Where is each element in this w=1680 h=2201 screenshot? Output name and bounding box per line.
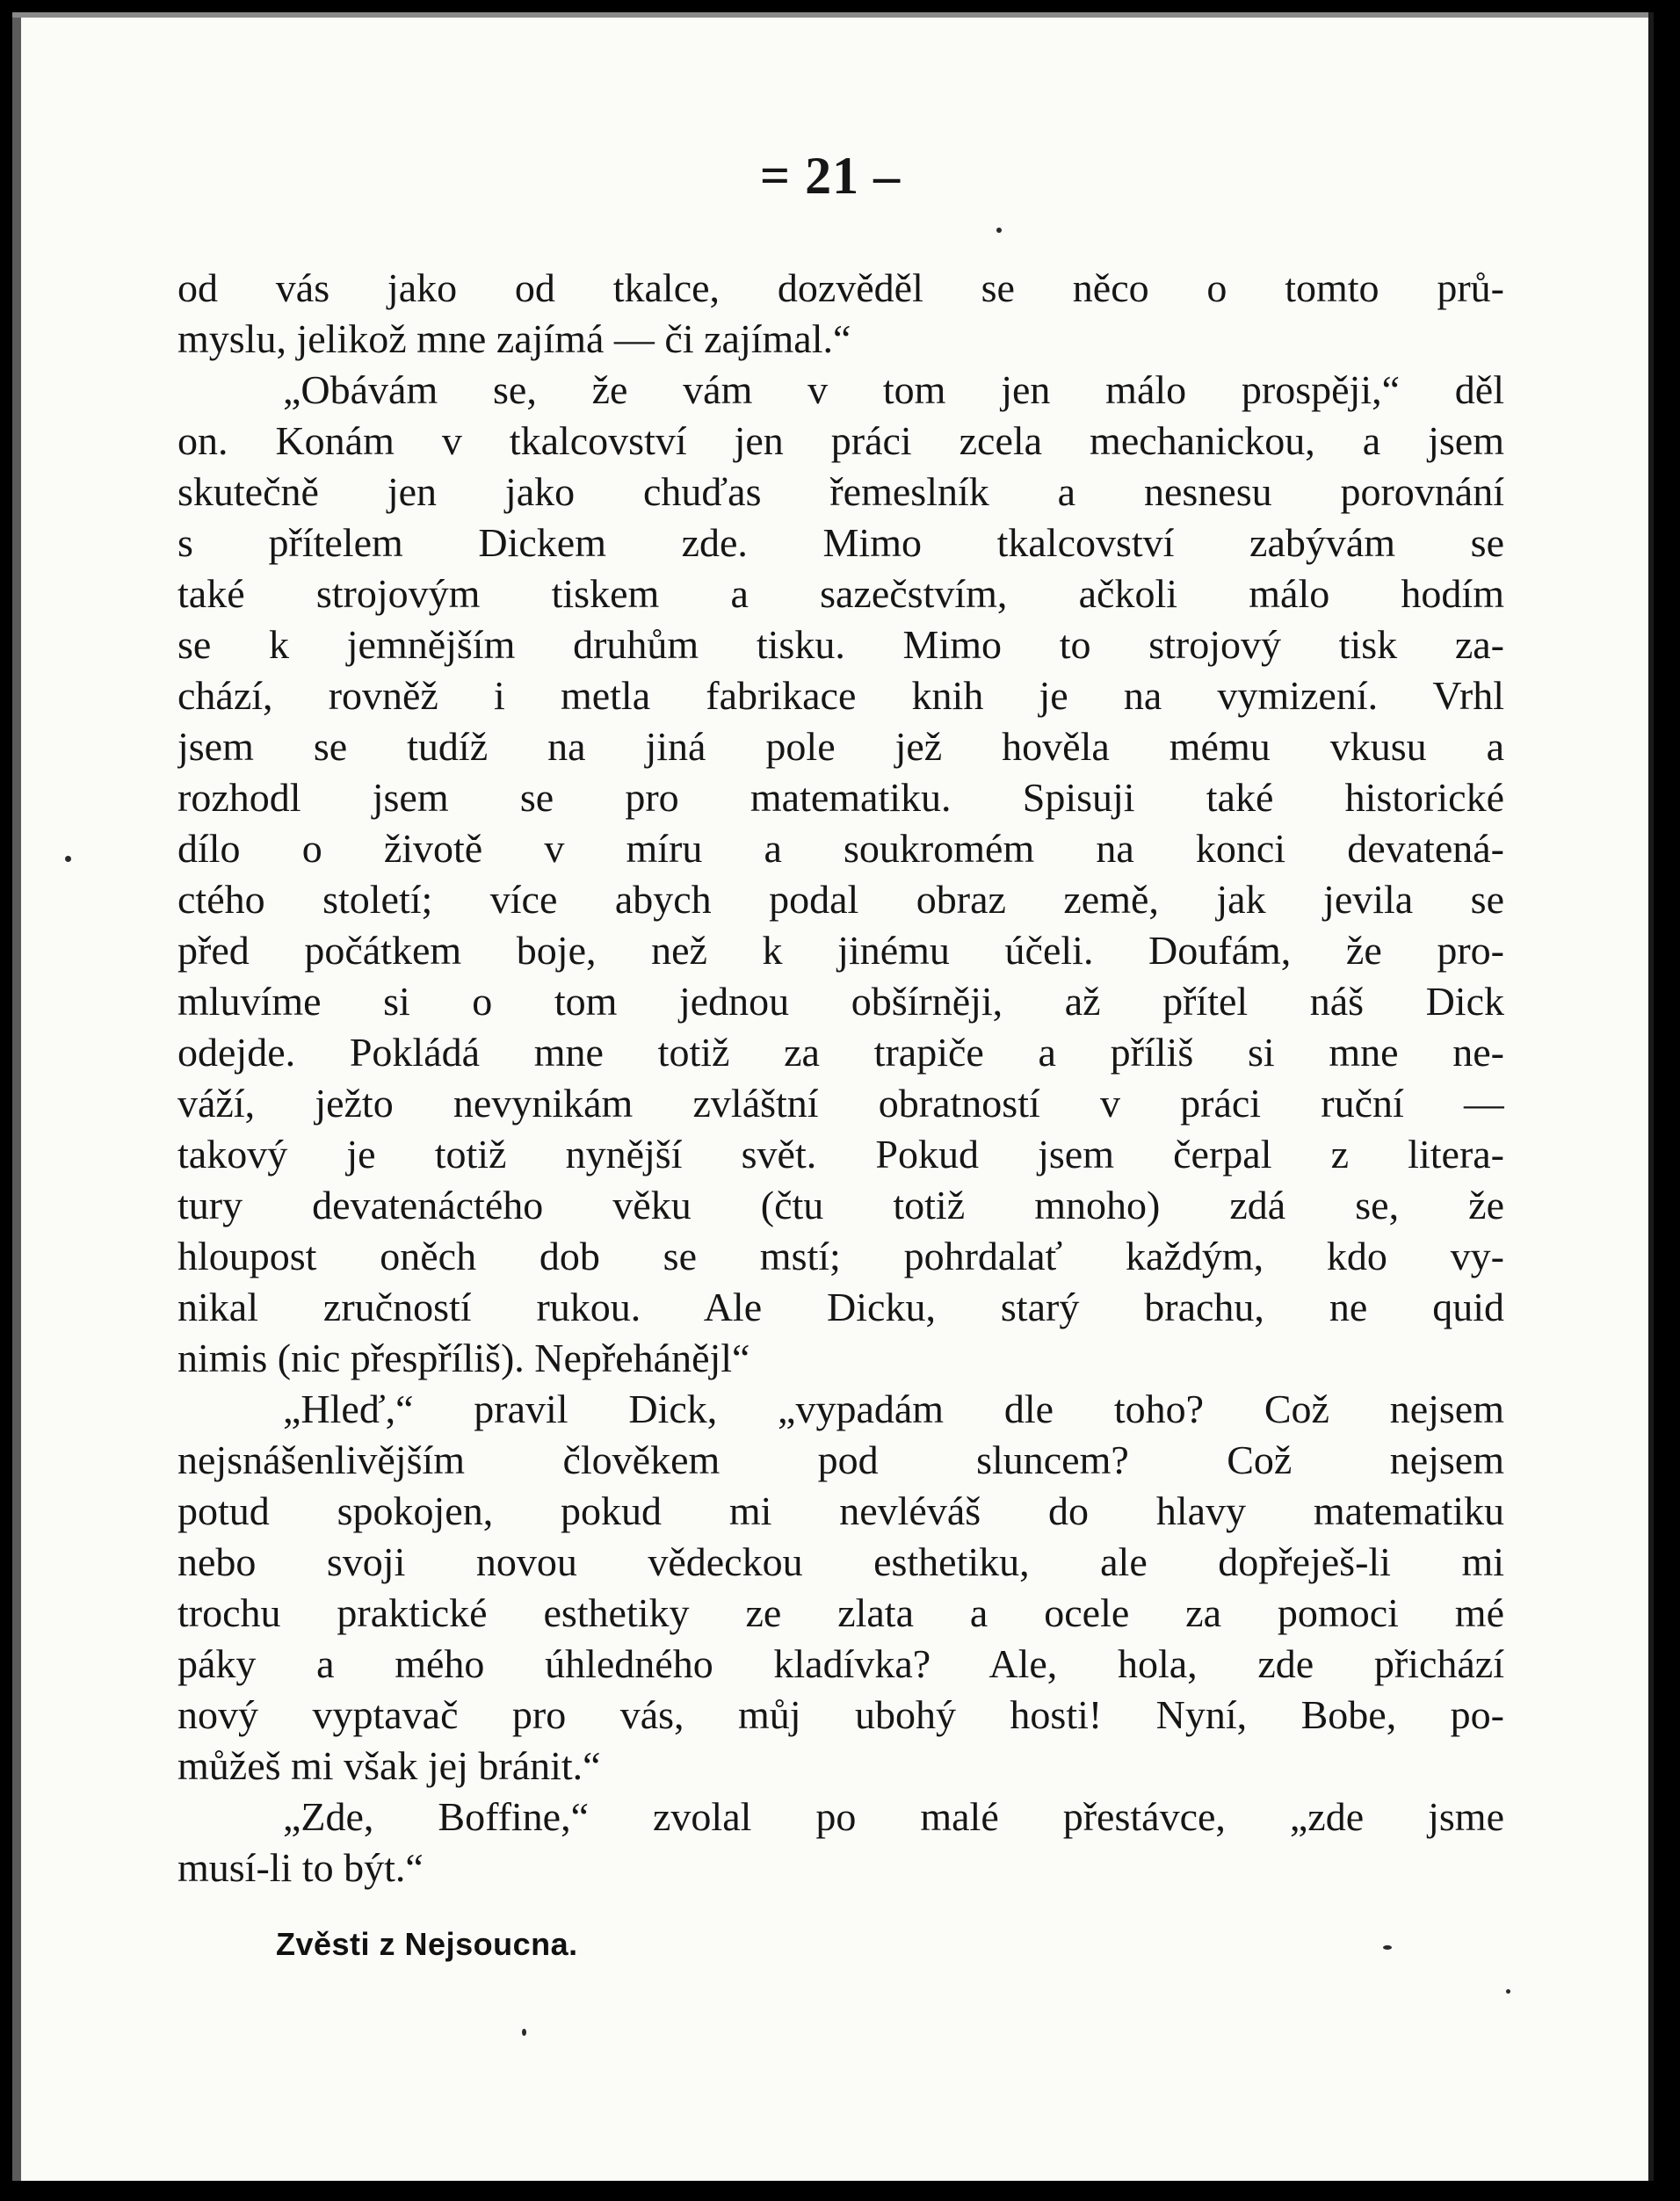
text-line: „Hleď,“ pravil Dick, „vypadám dle toho? Což nejsem xyxy=(283,1386,1504,1431)
text-line: myslu, jelikož mne zajímá — či zajímal.“ xyxy=(177,316,851,361)
text-line: hloupost oněch dob se mstí; pohrdalať každým, kdo vy- xyxy=(177,1234,1504,1278)
text-line: chází, rovněž i metla fabrikace knih je na vymizení. Vrhl xyxy=(177,673,1504,718)
ink-speck xyxy=(65,856,71,862)
text-line: odejde. Pokládá mne totiž za trapiče a příliš si mne ne- xyxy=(177,1030,1504,1075)
text-line: trochu praktické esthetiky ze zlata a ocele za pomoci mé xyxy=(177,1590,1504,1635)
text-line: dílo o životě v míru a soukromém na konci devatená- xyxy=(177,826,1504,871)
text-line: tury devatenáctého věku (čtu totiž mnoho) zdá se, že xyxy=(177,1183,1504,1227)
text-line: také strojovým tiskem a sazečstvím, ačkoli málo hodím xyxy=(177,571,1504,616)
text-line: nejsnášenlivějším člověkem pod sluncem? Což nejsem xyxy=(177,1437,1504,1482)
text-line: od vás jako od tkalce, dozvěděl se něco o tomto prů- xyxy=(177,265,1504,310)
text-line: váží, ježto nevynikám zvláštní obratností v práci ruční — xyxy=(177,1081,1504,1126)
text-line: můžeš mi však jej bránit.“ xyxy=(177,1743,601,1788)
text-line: páky a mého úhledného kladívka? Ale, hola, zde přichází xyxy=(177,1641,1504,1686)
text-line: rozhodl jsem se pro matematiku. Spisuji také historické xyxy=(177,775,1504,820)
text-line: potud spokojen, pokud mi nevléváš do hlavy matematiku xyxy=(177,1488,1504,1533)
text-line: ctého století; více abych podal obraz země, jak jevila se xyxy=(177,877,1504,922)
text-line: on. Konám v tkalcovství jen práci zcela mechanickou, a jsem xyxy=(177,418,1504,463)
text-line: nový vyptavač pro vás, můj ubohý hosti! Nyní, Bobe, po- xyxy=(177,1692,1504,1737)
text-line: skutečně jen jako chuďas řemeslník a nesnesu porovnání xyxy=(177,469,1504,514)
page-number: = 21 – xyxy=(759,147,902,205)
text-line: se k jemnějším druhům tisku. Mimo to strojový tisk za- xyxy=(177,622,1504,667)
text-line: s přítelem Dickem zde. Mimo tkalcovství zabývám se xyxy=(177,520,1504,565)
ink-speck xyxy=(1383,1945,1392,1950)
ink-speck xyxy=(1506,1989,1510,1994)
text-line: jsem se tudíž na jiná pole jež hověla mému vkusu a xyxy=(177,724,1504,769)
text-line: nikal zručností rukou. Ale Dicku, starý brachu, ne quid xyxy=(177,1285,1504,1329)
book-page xyxy=(12,12,1654,2181)
text-line: „Zde, Boffine,“ zvolal po malé přestávce, „zde jsme xyxy=(283,1794,1504,1839)
ink-speck xyxy=(996,228,1002,233)
text-line: nimis (nic přespříliš). Nepřehánějl“ xyxy=(177,1336,750,1380)
text-line: před počátkem boje, než k jinému účeli. Doufám, že pro- xyxy=(177,928,1504,973)
text-line: takový je totiž nynější svět. Pokud jsem čerpal z litera- xyxy=(177,1132,1504,1177)
body-text xyxy=(177,263,1504,1893)
source-signature: Zvěsti z Nejsoucna. xyxy=(276,1926,578,1962)
page-top-edge xyxy=(12,12,1648,18)
text-line: nebo svoji novou vědeckou esthetiku, ale dopřeješ-li mi xyxy=(177,1539,1504,1584)
ink-speck xyxy=(522,2029,526,2036)
text-line: musí-li to být.“ xyxy=(177,1845,424,1890)
text-line: mluvíme si o tom jednou obšírněji, až přítel náš Dick xyxy=(177,979,1504,1024)
text-line: „Obávám se, že vám v tom jen málo prospěji,“ děl xyxy=(283,367,1504,412)
page-left-edge xyxy=(12,12,21,2181)
